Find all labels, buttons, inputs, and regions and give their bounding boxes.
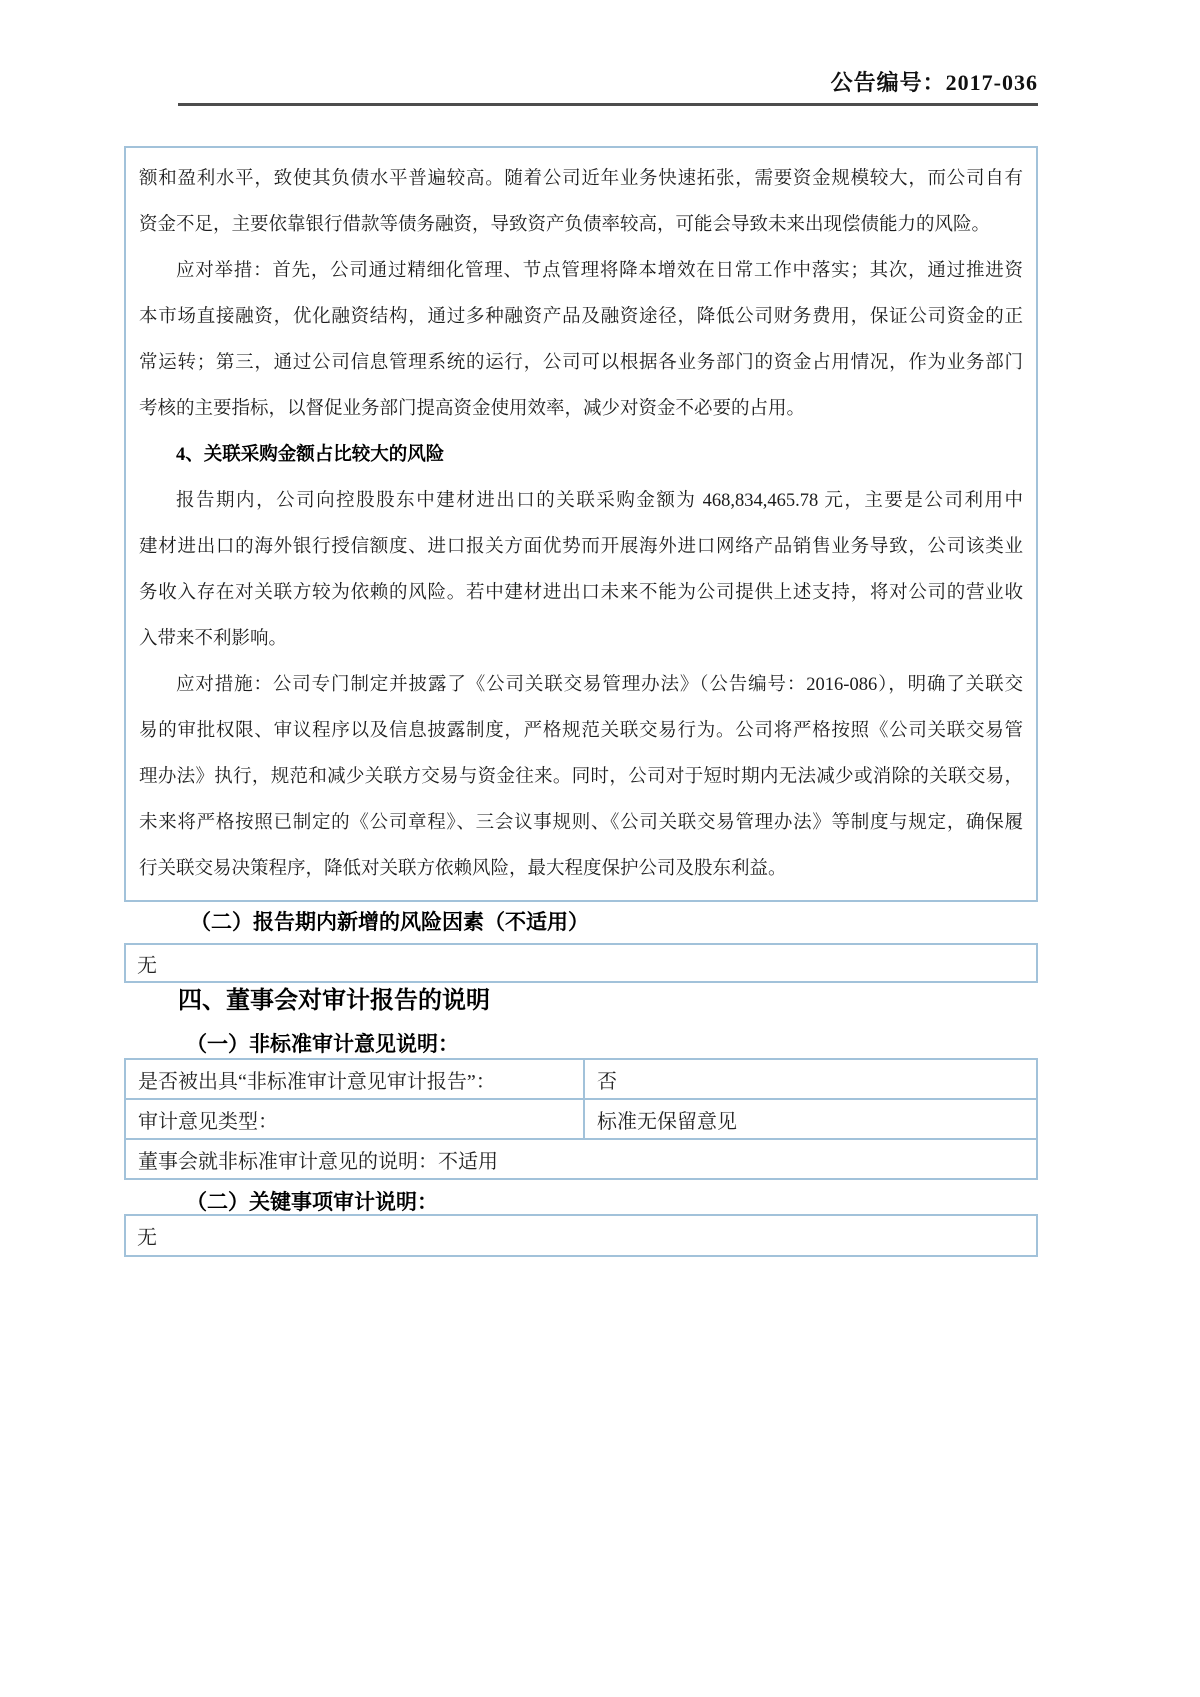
risk-text-line: 理办法》执行，规范和减少关联方交易与资金往来。同时，公司对于短时期内无法减少或消除的关联交易， bbox=[139, 767, 1023, 787]
key-audit-content: 无 bbox=[137, 1227, 157, 1249]
risk-text-line: 资金不足，主要依靠银行借款等债务融资，导致资产负债率较高，可能会导致未来出现偿债能力的风险。 bbox=[139, 215, 991, 235]
table-cell-value: 否 bbox=[597, 1070, 617, 1093]
heading-key-audit-matters: （二）关键事项审计说明： bbox=[186, 1191, 438, 1214]
risk-text-line: 考核的主要指标，以督促业务部门提高资金使用效率，减少对资金不必要的占用。 bbox=[139, 399, 806, 419]
risk-text-line: 务收入存在对关联方较为依赖的风险。若中建材进出口未来不能为公司提供上述支持，将对公司的营业收 bbox=[139, 583, 1023, 603]
risk-text-line: 建材进出口的海外银行授信额度、进口报关方面优势而开展海外进口网络产品销售业务导致，公司该类业 bbox=[139, 537, 1023, 557]
table-cell-label: 审计意见类型： bbox=[126, 1100, 585, 1138]
new-risk-content: 无 bbox=[137, 954, 157, 977]
risk-text-line: 行关联交易决策程序，降低对关联方依赖风险，最大程度保护公司及股东利益。 bbox=[139, 859, 787, 879]
table-row bbox=[126, 1060, 1036, 1100]
table-row bbox=[126, 1100, 1036, 1140]
risk-text-line: 入带来不利影响。 bbox=[139, 629, 288, 649]
risk-text-line: 未来将严格按照已制定的《公司章程》、三会议事规则、《公司关联交易管理办法》等制度与规定，确保履 bbox=[139, 813, 1023, 833]
risk-text-line: 应对举措：首先，公司通过精细化管理、节点管理将降本增效在日常工作中落实；其次，通过推进资 bbox=[176, 261, 1023, 281]
risk-text-line: 本市场直接融资，优化融资结构，通过多种融资产品及融资途径，降低公司财务费用，保证公司资金的正 bbox=[139, 307, 1023, 327]
table-cell-label: 是否被出具“非标准审计意见审计报告”： bbox=[126, 1060, 585, 1098]
table-row bbox=[126, 1140, 1036, 1178]
heading-non-standard-opinion: （一）非标准审计意见说明： bbox=[186, 1033, 459, 1056]
heading-board-audit-report: 四、董事会对审计报告的说明 bbox=[178, 987, 490, 1014]
header-rule bbox=[178, 103, 1038, 106]
heading-new-risk-factors: （二）报告期内新增的风险因素（不适用） bbox=[190, 911, 589, 934]
announcement-number: 公告编号：2017-036 bbox=[830, 70, 1038, 95]
key-audit-box bbox=[124, 1214, 1038, 1257]
table-cell-merged: 董事会就非标准审计意见的说明：不适用 bbox=[138, 1150, 498, 1173]
risk-text-line: 常运转；第三，通过公司信息管理系统的运行，公司可以根据各业务部门的资金占用情况，作为业务部门 bbox=[139, 353, 1023, 373]
risk-text-line: 应对措施：公司专门制定并披露了《公司关联交易管理办法》（公告编号：2016-086），明确了关联交 bbox=[176, 675, 1023, 695]
audit-opinion-table bbox=[124, 1058, 1038, 1180]
risk-text-line: 额和盈利水平，致使其负债水平普遍较高。随着公司近年业务快速拓张，需要资金规模较大，而公司自有 bbox=[139, 169, 1023, 189]
table-cell-value: 标准无保留意见 bbox=[597, 1110, 737, 1133]
risk-subheading-related-purchases: 4、关联采购金额占比较大的风险 bbox=[176, 445, 445, 465]
risk-factors-box bbox=[124, 146, 1038, 902]
risk-text-line: 易的审批权限、审议程序以及信息披露制度，严格规范关联交易行为。公司将严格按照《公司关联交易管 bbox=[139, 721, 1023, 741]
new-risk-box bbox=[124, 943, 1038, 983]
risk-text-line: 报告期内，公司向控股股东中建材进出口的关联采购金额为 468,834,465.78 元，主要是公司利用中 bbox=[176, 491, 1023, 511]
